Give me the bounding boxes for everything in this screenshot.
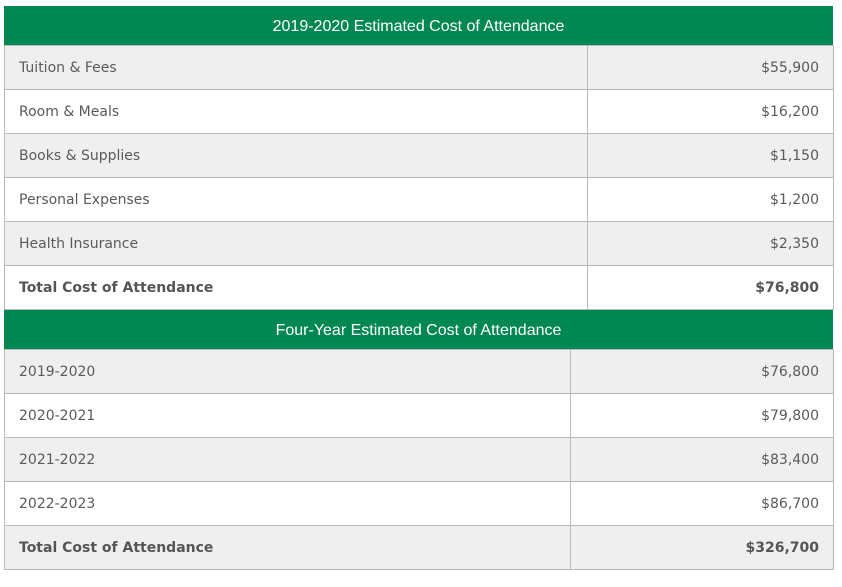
total-value: $76,800 (588, 266, 834, 310)
table-row (5, 178, 834, 222)
table-row (5, 90, 834, 134)
four-year-cost-table (4, 349, 834, 570)
year-label: 2019-2020 (5, 350, 571, 394)
four-year-cost-title: Four-Year Estimated Cost of Attendance (275, 322, 562, 339)
total-row (5, 526, 834, 570)
cost-of-attendance (4, 6, 833, 570)
year-label: 2020-2021 (5, 394, 571, 438)
cost-value: $16,200 (588, 90, 834, 134)
year-value: $79,800 (571, 394, 834, 438)
table-row (5, 394, 834, 438)
year-label: 2021-2022 (5, 438, 571, 482)
cost-label: Room & Meals (5, 90, 588, 134)
cost-label: Tuition & Fees (5, 46, 588, 90)
annual-cost-title: 2019-2020 Estimated Cost of Attendance (272, 18, 565, 35)
table-row (5, 222, 834, 266)
cost-value: $55,900 (588, 46, 834, 90)
cost-value: $2,350 (588, 222, 834, 266)
total-label: Total Cost of Attendance (5, 266, 588, 310)
cost-label: Personal Expenses (5, 178, 588, 222)
year-value: $76,800 (571, 350, 834, 394)
total-label: Total Cost of Attendance (5, 526, 571, 570)
year-label: 2022-2023 (5, 482, 571, 526)
table-row (5, 482, 834, 526)
annual-cost-table (4, 45, 834, 310)
table-row (5, 350, 834, 394)
total-value: $326,700 (571, 526, 834, 570)
cost-label: Books & Supplies (5, 134, 588, 178)
cost-value: $1,200 (588, 178, 834, 222)
cost-label: Health Insurance (5, 222, 588, 266)
four-year-cost-header (4, 310, 833, 349)
table-row (5, 46, 834, 90)
table-row (5, 134, 834, 178)
table-row (5, 438, 834, 482)
cost-value: $1,150 (588, 134, 834, 178)
year-value: $83,400 (571, 438, 834, 482)
total-row (5, 266, 834, 310)
annual-cost-header (4, 6, 833, 45)
year-value: $86,700 (571, 482, 834, 526)
